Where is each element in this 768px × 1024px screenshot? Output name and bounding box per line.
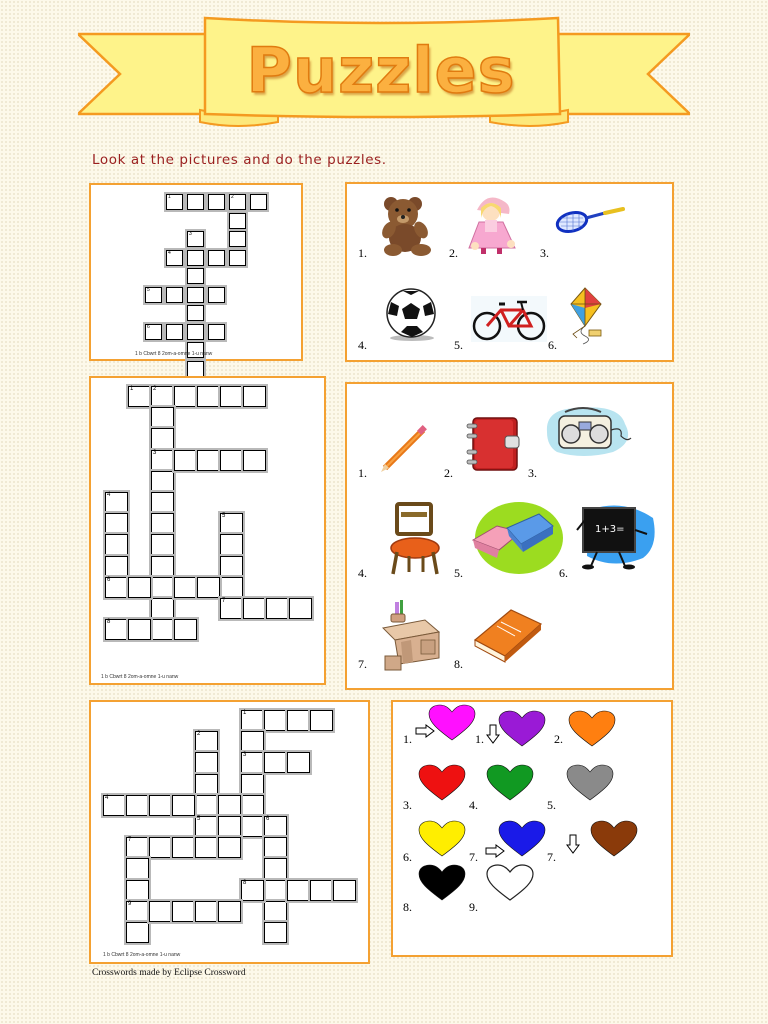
picture-label-4: 4. [358,338,367,352]
credit-text: Crosswords made by Eclipse Crossword [92,968,246,978]
picture-label-6: 6. [559,566,568,580]
crossword-cell[interactable] [241,731,264,752]
crossword-cell[interactable] [264,752,287,773]
crossword-cell[interactable] [149,901,172,922]
crossword-cell[interactable] [310,880,333,901]
crossword-cell[interactable] [195,752,218,773]
picture-label-8: 8. [454,657,463,671]
grid-footer: 1 b Cbwrt 8 2om-a-omne 1-u nanw [103,952,181,958]
clue-number: 5 [222,513,226,520]
crossword-cell[interactable] [151,513,174,534]
crossword-cell[interactable] [149,795,172,816]
heart-label-6: 6. [403,850,412,864]
grid-footer: 1 b Cbwrt 8 2om-a-omne 1-u nanw [101,674,179,680]
clue-number: 7 [222,598,226,604]
crossword-cell[interactable] [187,231,204,247]
crossword-cell[interactable] [241,816,264,837]
clue-number: 2 [231,194,234,200]
crossword-cell[interactable] [195,901,218,922]
heart-label-8: 8. [403,900,412,914]
crossword-cell[interactable] [145,324,162,340]
crossword-cell[interactable] [187,268,204,284]
eraser-icon [469,498,565,578]
crossword-cell[interactable] [229,213,246,229]
crossword-cell[interactable] [151,577,174,598]
blackboard-icon [573,500,659,578]
crossword-cell[interactable] [229,250,246,266]
crossword-cell[interactable] [172,837,195,858]
crossword-cell[interactable] [208,287,225,303]
radio-icon [543,402,635,462]
doll-icon [465,192,523,256]
purple-heart-icon [497,710,547,748]
crossword-cell[interactable] [105,492,128,513]
brown-heart-icon [589,820,639,858]
crossword-cell[interactable] [243,450,266,471]
crossword-cell[interactable] [149,837,172,858]
grey-heart-icon [565,764,615,802]
crossword-cell[interactable] [187,287,204,303]
crossword-cell[interactable] [208,324,225,340]
crossword-cell[interactable] [174,386,197,407]
crossword-cell[interactable] [287,880,310,901]
crossword-cell[interactable] [126,922,149,943]
crossword-cell[interactable] [105,556,128,577]
clue-number: 2 [197,731,201,738]
crossword-cell[interactable] [166,194,183,210]
crossword-cell[interactable] [264,816,287,837]
pencil-icon [379,424,431,474]
crossword-cell[interactable] [195,795,218,816]
crossword-cell[interactable] [105,534,128,555]
crossword-cell[interactable] [208,250,225,266]
picture-label-6: 6. [548,338,557,352]
crossword-cell[interactable] [128,619,151,640]
crossword-cell[interactable] [172,901,195,922]
crossword-cell[interactable] [174,619,197,640]
crossword-cell[interactable] [289,598,312,619]
black-heart-icon [417,864,467,902]
clue-number: 7 [128,837,132,844]
crossword-cell[interactable] [241,752,264,773]
crossword-cell[interactable] [195,837,218,858]
yellow-heart-icon [417,820,467,858]
clue-number: 3 [153,449,157,456]
clue-number: 8 [107,619,111,626]
crossword-cell[interactable] [220,450,243,471]
crossword-cell[interactable] [250,194,267,210]
crossword-cell[interactable] [220,513,243,534]
clue-number: 8 [243,879,247,886]
clue-number: 5 [147,286,150,293]
heart-label-7b: 7. [547,850,556,864]
heart-label-9: 9. [469,900,478,914]
crossword-cell[interactable] [166,324,183,340]
crossword-cell[interactable] [218,795,241,816]
crossword-cell[interactable] [310,710,333,731]
crossword-cell[interactable] [105,513,128,534]
crossword-cell[interactable] [151,450,174,471]
heart-label-2: 2. [554,732,563,746]
clue-number: 4 [168,249,171,256]
crossword-cell[interactable] [220,598,243,619]
crossword-cell[interactable] [241,774,264,795]
crossword-cell[interactable] [197,577,220,598]
crossword-cell[interactable] [151,619,174,640]
crossword-cell[interactable] [197,386,220,407]
crossword-cell[interactable] [220,577,243,598]
pictures-2-box [345,382,674,690]
clue-number: 4 [105,794,109,801]
picture-label-2: 2. [449,246,458,260]
clue-number: 6 [107,576,111,583]
crossword-cell[interactable] [151,598,174,619]
crossword-cell[interactable] [195,816,218,837]
crossword-cell[interactable] [264,880,287,901]
crossword-cell[interactable] [208,194,225,210]
crossword-cell[interactable] [105,577,128,598]
heart-label-1: 1. [403,732,412,746]
crossword-cell[interactable] [333,880,356,901]
heart-label-3: 3. [403,798,412,812]
clue-number: 1 [243,710,247,716]
crossword-cell[interactable] [174,450,197,471]
crossword-cell[interactable] [220,534,243,555]
grid-footer: 1 b Cbwrt 8 2om-a-omne 1-u nanw [135,351,213,357]
crossword-cell[interactable] [174,577,197,598]
clue-number: 6 [147,323,150,330]
clue-number: 3 [243,752,247,759]
crossword-cell[interactable] [264,710,287,731]
crossword-cell[interactable] [151,492,174,513]
crossword-cell[interactable] [187,305,204,321]
crossword-cell[interactable] [126,795,149,816]
picture-label-5: 5. [454,566,463,580]
crossword-cell[interactable] [264,837,287,858]
book-icon [471,606,543,666]
crossword-cell[interactable] [264,858,287,879]
clue-number: 1 [168,194,171,200]
hearts-box [391,700,673,957]
crossword-cell[interactable] [195,774,218,795]
crossword-cell[interactable] [266,598,289,619]
pictures-1-box [345,182,674,362]
notebook-icon [465,412,523,474]
arrow-right-icon [485,844,505,858]
crossword-cell[interactable] [264,922,287,943]
crossword-cell[interactable] [166,250,183,266]
crossword-cell[interactable] [151,556,174,577]
arrow-down-icon [566,834,580,854]
instruction-text: Look at the pictures and do the puzzles. [92,152,387,168]
crossword-cell[interactable] [243,386,266,407]
crossword-cell[interactable] [229,194,246,210]
crossword-cell[interactable] [187,194,204,210]
kite-icon [563,286,609,346]
crossword-cell[interactable] [187,361,204,377]
crossword-1-box [89,183,303,361]
crossword-cell[interactable] [243,598,266,619]
heart-label-1b: 1. [475,732,484,746]
crossword-cell[interactable] [218,816,241,837]
crossword-cell[interactable] [145,287,162,303]
picture-label-4: 4. [358,566,367,580]
crossword-cell[interactable] [187,250,204,266]
picture-label-3: 3. [528,466,537,480]
crossword-cell[interactable] [151,407,174,428]
crossword-cell[interactable] [264,901,287,922]
crossword-cell[interactable] [126,858,149,879]
picture-label-2: 2. [444,466,453,480]
crossword-cell[interactable] [220,386,243,407]
crossword-cell[interactable] [172,795,195,816]
heart-label-7: 7. [469,850,478,864]
crossword-cell[interactable] [229,231,246,247]
crossword-cell[interactable] [187,324,204,340]
crossword-cell[interactable] [128,386,151,407]
blackboard-text: 1+3= [595,524,625,535]
picture-label-3: 3. [540,246,549,260]
crossword-cell[interactable] [218,901,241,922]
crossword-cell[interactable] [105,619,128,640]
teddy-bear-icon [375,194,439,258]
crossword-2-box [89,376,326,685]
crossword-cell[interactable] [218,837,241,858]
red-heart-icon [417,764,467,802]
crossword-cell[interactable] [197,450,220,471]
chair-icon [387,500,443,578]
clue-number: 1 [130,386,134,392]
clue-number: 9 [128,900,132,907]
heart-label-4: 4. [469,798,478,812]
arrow-down-icon [486,724,500,744]
orange-heart-icon [567,710,617,748]
crossword-cell[interactable] [151,386,174,407]
crossword-cell[interactable] [126,901,149,922]
crossword-cell[interactable] [241,710,264,731]
crossword-cell[interactable] [241,795,264,816]
crossword-cell[interactable] [151,534,174,555]
picture-label-1: 1. [358,246,367,260]
clue-number: 6 [266,816,270,822]
crossword-3-box [89,700,370,964]
clue-number: 2 [153,386,157,392]
crossword-cell[interactable] [287,710,310,731]
picture-label-1: 1. [358,466,367,480]
desk-icon [381,598,447,674]
crossword-cell[interactable] [126,880,149,901]
clue-number: 3 [189,231,192,237]
heart-label-5: 5. [547,798,556,812]
crossword-cell[interactable] [128,577,151,598]
soccer-ball-icon [385,288,439,342]
bicycle-icon [471,296,547,342]
picture-label-7: 7. [358,657,367,671]
crossword-cell[interactable] [103,795,126,816]
picture-label-5: 5. [454,338,463,352]
green-heart-icon [485,764,535,802]
crossword-cell[interactable] [195,731,218,752]
clue-number: 5 [197,816,201,822]
crossword-cell[interactable] [241,880,264,901]
page-title: Puzzles [246,33,516,107]
crossword-cell[interactable] [151,428,174,449]
tennis-racket-icon [553,206,627,236]
crossword-cell[interactable] [126,837,149,858]
crossword-cell[interactable] [287,752,310,773]
white-heart-icon [485,864,535,902]
arrow-right-icon [415,724,435,738]
crossword-cell[interactable] [151,471,174,492]
crossword-cell[interactable] [166,287,183,303]
crossword-cell[interactable] [220,556,243,577]
clue-number: 4 [107,492,111,498]
